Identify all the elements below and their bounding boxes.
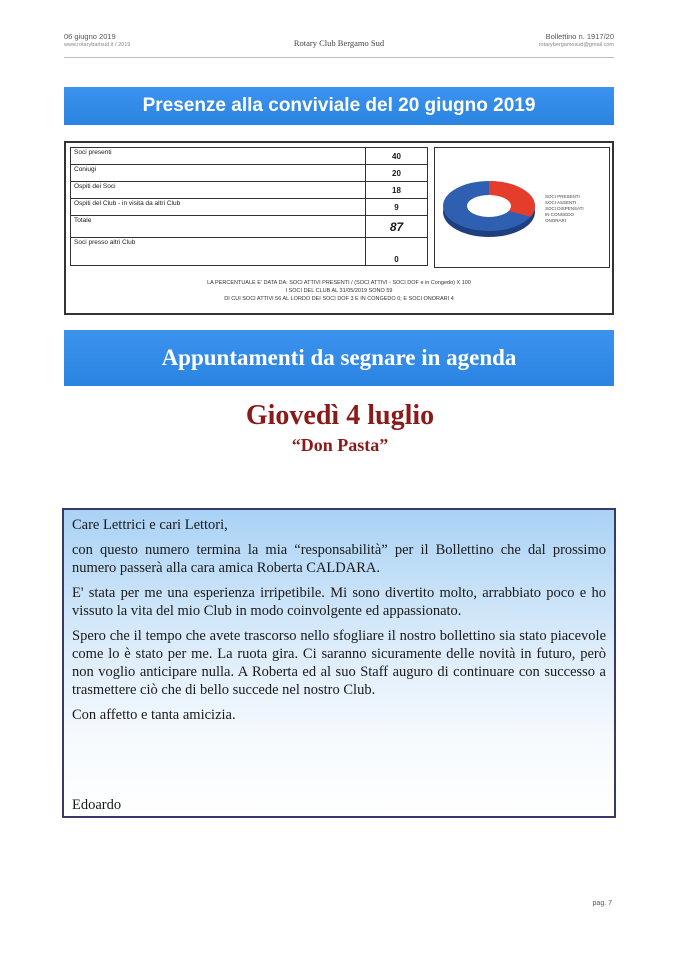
page-number: pag. 7 (592, 900, 612, 907)
donut-hole (467, 195, 511, 217)
table-row (71, 165, 428, 182)
agenda-banner: Appuntamenti da segnare in agenda (64, 330, 614, 386)
letter-paragraph: E' stata per me una esperienza irripetibile. Mi sono divertito molto, arrabbiato poco e ho vissuto la vita del mio Club in modo coinvolgente ed appassionato. (72, 585, 606, 619)
chart-legend (545, 194, 584, 224)
note-line: I SOCI DEL CLUB AL 31/05/2019 SONO 59 (285, 288, 393, 294)
editor-letter (62, 508, 616, 818)
letter-paragraph: con questo numero termina la mia “responsabilità” per il Bollettino che dal prossimo numero passerà alla cara amica Roberta CALDARA. (72, 542, 606, 576)
row-value: 40 (366, 148, 428, 165)
row-label: Soci presso altri Club (71, 238, 366, 266)
note-line: DI CUI SOCI ATTIVI 56 AL LORDO DEI SOCI DOF 3 E IN CONGEDO 0; E SOCI ONORARI 4 (224, 296, 454, 302)
legend-item: SOCI ASSENTI (545, 200, 577, 205)
legend-item: SOCI PRESENTI (545, 194, 580, 199)
table-row-total (71, 216, 428, 238)
row-label: Totale (71, 216, 366, 238)
row-value: 20 (366, 165, 428, 182)
header-club-name: Rotary Club Bergamo Sud (293, 38, 385, 48)
header-right (539, 32, 614, 48)
legend-item: IN CONGEDO (545, 212, 575, 217)
table-row (71, 182, 428, 199)
letter-closing: Con affetto e tanta amicizia. (72, 707, 236, 723)
row-label: Soci presenti (71, 148, 366, 165)
donut-chart (439, 174, 539, 240)
row-label: Ospiti dei Soci (71, 182, 366, 199)
row-value: 18 (366, 182, 428, 199)
header-bulletin-number: Bollettino n. 1917/20 (545, 32, 614, 41)
table-row (71, 199, 428, 216)
presence-banner: Presenze alla conviviale del 20 giugno 2019 (64, 87, 614, 125)
row-label: Ospiti del Club - in visita da altri Club (71, 199, 366, 216)
letter-signature: Edoardo (72, 797, 122, 813)
row-label: Coniugi (71, 165, 366, 182)
row-value: 0 (366, 238, 428, 266)
row-value: 87 (366, 216, 428, 238)
page-header (64, 30, 614, 58)
event-subtitle: “Don Pasta” (291, 435, 389, 455)
presence-note (66, 279, 612, 303)
legend-item: ONORARI (545, 218, 567, 223)
presence-box (64, 141, 614, 315)
event-title: Giovedì 4 luglio (245, 400, 435, 431)
note-line: LA PERCENTUALE E' DATA DA: SOCI ATTIVI PRESENTI / (SOCI ATTIVI - SOCI DOF e in Congedo) X 100 (207, 280, 471, 286)
table-row (71, 148, 428, 165)
letter-paragraph: Spero che il tempo che avete trascorso nello sfogliare il nostro bollettino sia stato piacevole come lo è stato per me. La ruota gira. Ci saranno sicuramente delle novità in futuro, però non voglio anticipare nulla. A Roberta ed al suo Staff auguro di continuare con successo a trasmettere ciò che di bello succede nel nostro Club. (72, 628, 606, 698)
attendance-chart (434, 147, 610, 268)
header-email: rotarybergamosud@gmail.com (538, 42, 614, 48)
letter-salutation: Care Lettrici e cari Lettori, (72, 517, 228, 533)
header-date: 06 giugno 2019 (64, 32, 116, 41)
legend-item: SOCI DISPENSATI (545, 206, 584, 211)
row-value: 9 (366, 199, 428, 216)
table-row (71, 238, 428, 266)
header-website: www.rotarybarisud.it / 2019 (64, 42, 131, 48)
presence-table (70, 147, 428, 266)
